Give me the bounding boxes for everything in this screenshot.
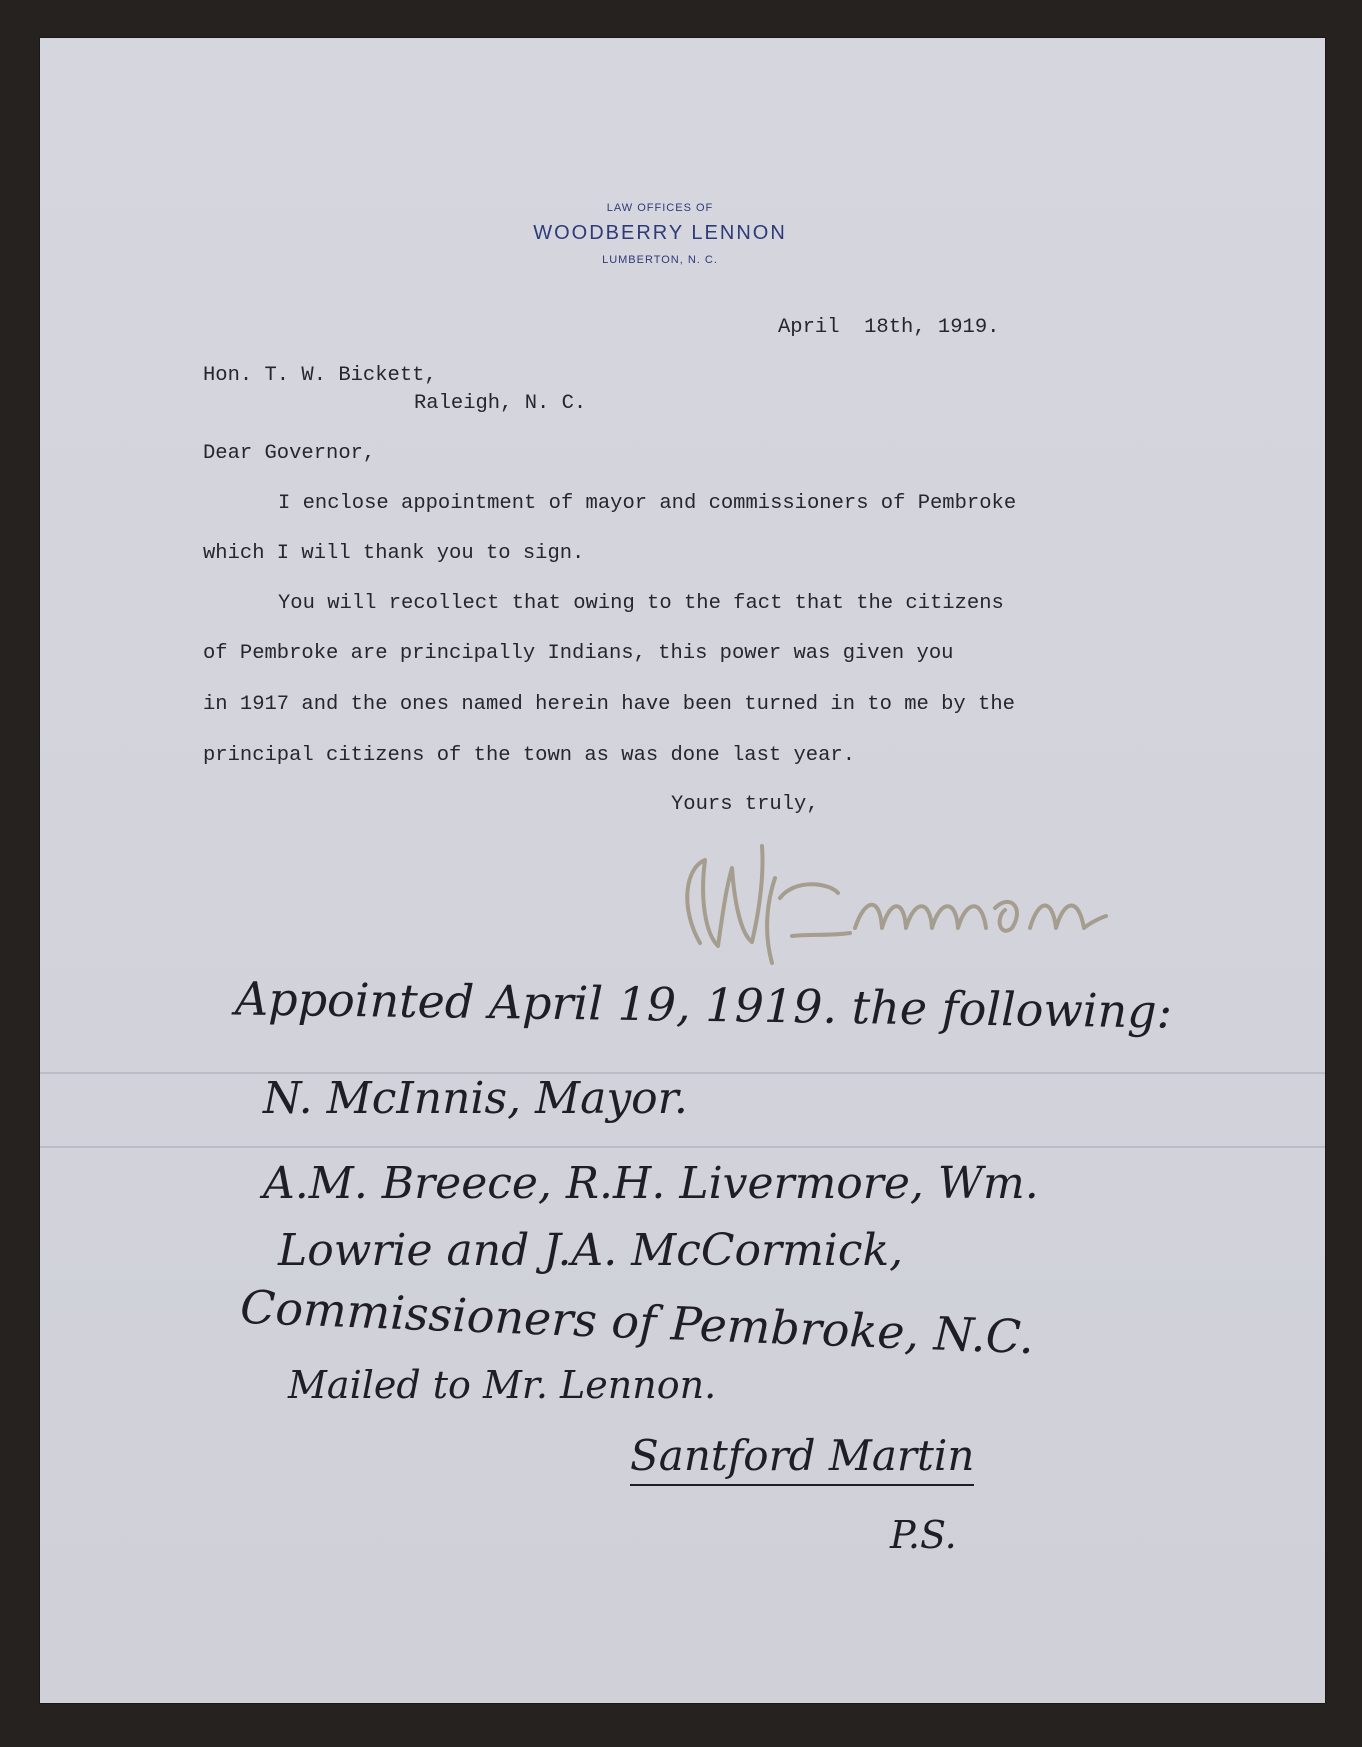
recipient-place: Raleigh, N. C. bbox=[414, 392, 587, 415]
recipient-name: Hon. T. W. Bickett, bbox=[203, 364, 437, 387]
annotation-line: A.M. Breece, R.H. Livermore, Wm. bbox=[263, 1158, 1039, 1209]
letter-date: April 18th, 1919. bbox=[778, 316, 1000, 339]
initials: P.S. bbox=[890, 1513, 957, 1557]
body-line: of Pembroke are principally Indians, this power was given you bbox=[203, 642, 954, 665]
salutation: Dear Governor, bbox=[203, 442, 376, 465]
annotation-line: Lowrie and J.A. McCormick, bbox=[278, 1225, 904, 1276]
body-line: I enclose appointment of mayor and commissioners of Pembroke bbox=[278, 492, 1017, 515]
body-line: principal citizens of the town as was done last year. bbox=[203, 744, 856, 767]
body-line: which I will thank you to sign. bbox=[203, 542, 585, 565]
lennon-signature bbox=[660, 838, 1130, 973]
body-line: in 1917 and the ones named herein have been turned in to me by the bbox=[203, 693, 1015, 716]
letterhead-location: LUMBERTON, N. C. bbox=[602, 254, 718, 266]
paper-fold-line bbox=[40, 1146, 1325, 1148]
letterhead-label: LAW OFFICES OF bbox=[606, 202, 714, 214]
annotation-line: Mailed to Mr. Lennon. bbox=[288, 1363, 717, 1407]
letterhead-firm-name: WOODBERRY LENNON bbox=[533, 222, 787, 244]
annotation-line: Appointed April 19, 1919. the following: bbox=[234, 971, 1173, 1039]
annotation-line: Commissioners of Pembroke, N.C. bbox=[239, 1279, 1035, 1365]
letter-page bbox=[40, 38, 1325, 1703]
annotation-line: N. McInnis, Mayor. bbox=[263, 1073, 688, 1124]
closing: Yours truly, bbox=[671, 793, 819, 816]
body-line: You will recollect that owing to the fact that the citizens bbox=[278, 592, 1004, 615]
signer-signature: Santford Martin bbox=[630, 1431, 974, 1486]
